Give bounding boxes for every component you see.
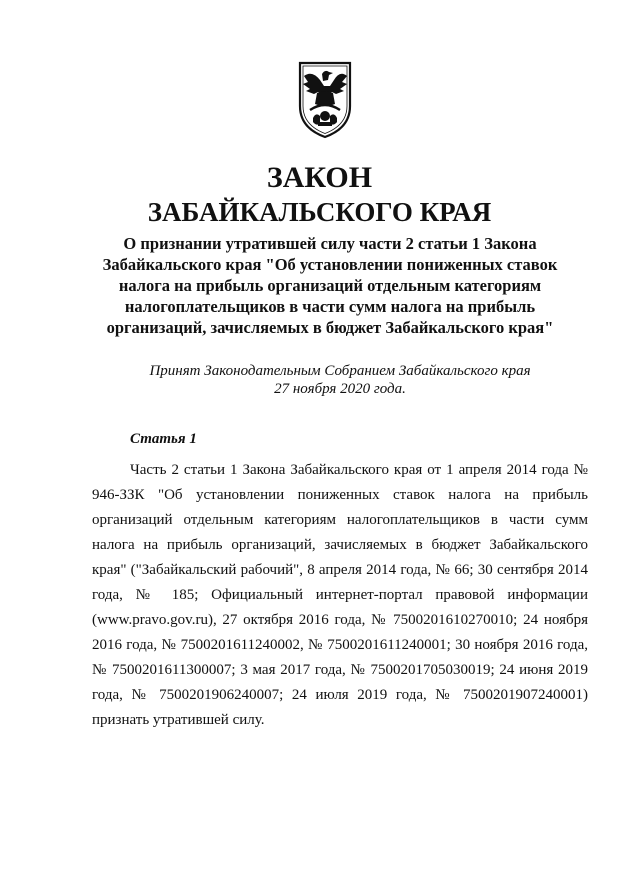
article-heading: Статья 1	[130, 431, 197, 447]
adoption-note	[100, 362, 580, 398]
document-subtitle: О признании утратившей силу части 2 статьи 1 Закона Забайкальского края "Об установлении пониженных ставок налога на прибыль организаций отдельным категориям налогоплательщиков в части сумм налога на прибыль организаций, зачисляемых в бюджет Забайкальского края"	[102, 234, 558, 337]
adoption-note-line2: 27 ноября 2020 года.	[274, 381, 406, 397]
article-body: Часть 2 статьи 1 Закона Забайкальского края от 1 апреля 2014 года № 946-ЗЗК "Об установлении пониженных ставок налога на прибыль организаций отдельным категориям налогоплательщиков в части сумм налога на прибыль организаций, зачисляемых в бюджет Забайкальского края" ("Забайкальский рабочий", 8 апреля 2014 года, № 66; 30 сентября 2014 года, № 185; Официальный интернет-портал правовой информации (www.pravo.gov.ru), 27 октября 2016 года, № 7500201610270010; 24 ноября 2016 года, № 7500201611240002, № 7500201611240001; 30 ноября 2016 года, № 7500201611300007; 3 мая 2017 года, № 7500201705030019; 24 июня 2019 года, № 7500201906240007; 24 июля 2019 года, № 7500201907240001) признать утратившей силу.	[92, 462, 588, 728]
document-title-line2: ЗАБАЙКАЛЬСКОГО КРАЯ	[147, 197, 492, 227]
adoption-note-line1: Принят Законодательным Собранием Забайкальского края	[149, 363, 531, 379]
document-title-line1: ЗАКОН	[266, 161, 373, 194]
coat-of-arms-icon	[296, 60, 354, 140]
